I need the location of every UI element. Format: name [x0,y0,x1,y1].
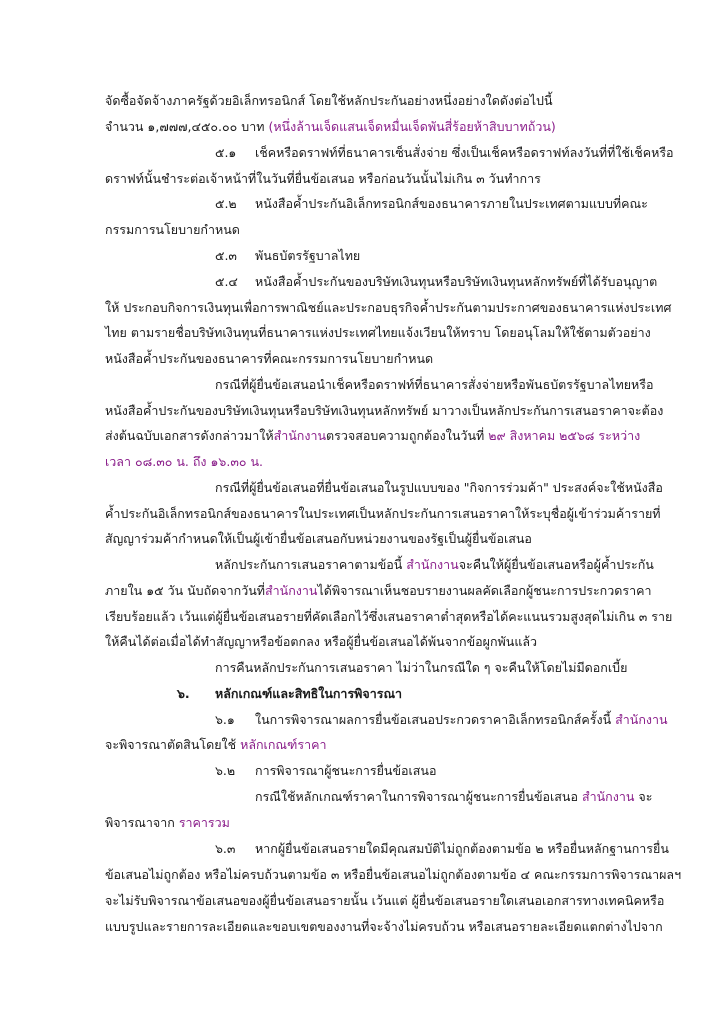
body-line [105,116,650,138]
criteria-text: หลักเกณฑ์ราคา [240,737,327,752]
agency-name: สำนักงาน [406,557,459,572]
body-line [105,297,672,319]
line-text: พิจารณาจาก [105,815,179,830]
body-line [105,916,663,938]
line-text: การคืนหลักประกันการเสนอราคา ไม่ว่าในกรณีใด ๆ จะคืนให้โดยไม่มีดอกเบี้ย [215,660,628,675]
line-text: พันธบัตรรัฐบาลไทย [255,248,361,263]
line-text: จะไม่รับพิจารณาข้อเสนอของผู้ยื่นข้อเสนอรายนั้น เว้นแต่ ผู้ยื่นข้อเสนอรายใดเสนอเอกสารทางเทคนิคหรือ [105,893,665,908]
line-text: กรณีที่ผู้ยื่นข้อเสนอที่ยื่นข้อเสนอในรูปแบบของ "กิจการร่วมค้า" ประสงค์จะใช้หนังสือ [215,480,663,495]
list-item-6-3 [215,838,669,860]
line-text: ให้คืนได้ต่อเมื่อได้ทำสัญญาหรือข้อตกลง หรือผู้ยื่นข้อเสนอได้พ้นจากข้อผูกพันแล้ว [105,634,538,649]
item-number: ๕.๑ [215,145,237,160]
paragraph-start [215,554,654,576]
line-text: ส่งต้นฉบับเอกสารดังกล่าวมาให้ [105,428,274,443]
line-text: ไทย ตามรายชื่อบริษัทเงินทุนที่ธนาคารแห่งประเทศไทยแจ้งเวียนให้ทราบ โดยอนุโลมให้ใช้ตามตัวอย่าง [105,325,651,340]
line-text: กรณีที่ผู้ยื่นข้อเสนอนำเช็คหรือดราฟท์ที่ธนาคารสั่งจ่ายหรือพันธบัตรรัฐบาลไทยหรือ [215,377,654,392]
section-heading-6 [177,683,650,705]
paragraph-start [215,657,650,679]
line-text: แบบรูปและรายการละเอียดและขอบเขตของงานที่จะจ้างไม่ครบถ้วน หรือเสนอรายละเอียดแตกต่างไปจาก [105,919,663,934]
line-text: กรรมการนโยบายกำหนด [105,222,240,237]
sub-paragraph [255,786,653,808]
list-item-5-2 [215,193,650,215]
item-number: ๕.๓ [215,248,237,263]
list-item-5-4 [215,271,658,293]
line-text: จะ [634,789,653,804]
line-text: หนังสือค้ำประกันของบริษัทเงินทุนหรือบริษัทเงินทุนหลักทรัพย์ มาวางเป็นหลักประกันการเสนอราคาจะต้อง [105,403,664,418]
line-text: สัญญาร่วมค้ากำหนดให้เป็นผู้เข้ายื่นข้อเสนอกับหน่วยงานของรัฐเป็นผู้ยื่นข้อเสนอ [105,531,532,546]
body-line [105,219,650,241]
line-text: การพิจารณาผู้ชนะการยื่นข้อเสนอ [255,763,437,778]
body-line [105,890,665,912]
item-number: ๖.๑ [215,712,235,727]
body-line [105,580,650,602]
agency-name: สำนักงาน [615,712,668,727]
criteria-text: ราคารวม [178,815,230,830]
line-text: หนังสือค้ำประกันอิเล็กทรอนิกส์ของธนาคารภายในประเทศตามแบบที่คณะ [255,196,648,211]
line-text: ค้ำประกันอิเล็กทรอนิกส์ของธนาคารในประเทศเป็นหลักประกันการเสนอราคาให้ระบุชื่อผู้เข้าร่วมค้ารายที่ [105,506,661,521]
list-item-6-1 [215,709,668,731]
body-line [105,168,650,190]
date-text: ๒๙ สิงหาคม ๒๕๖๘ ระหว่าง [488,428,641,443]
agency-name: สำนักงาน [581,789,635,804]
item-number: ๖.๓ [215,841,236,856]
item-number: ๕.๒ [215,196,237,211]
line-text: จะคืนให้ผู้ยื่นข้อเสนอหรือผู้ค้ำประกัน [458,557,654,572]
list-item-5-3 [215,245,650,267]
list-item-5-1 [215,142,674,164]
body-line [105,734,650,756]
body-line [105,631,650,653]
line-text: ได้พิจารณาเห็นชอบรายงานผลคัดเลือกผู้ชนะการประกวดราคา [317,583,652,598]
body-line [105,864,682,886]
line-text: หนังสือค้ำประกันของบริษัทเงินทุนหรือบริษัทเงินทุนหลักทรัพย์ที่ได้รับอนุญาต [255,274,658,289]
agency-name: สำนักงาน [273,428,327,443]
line-text: ดราฟท์นั้นชำระต่อเจ้าหน้าที่ในวันที่ยื่นข้อเสนอ หรือก่อนวันนั้นไม่เกิน ๓ วันทำการ [105,171,541,186]
body-line [105,348,650,370]
line-text: ข้อเสนอไม่ถูกต้อง หรือไม่ครบถ้วนตามข้อ ๓ หรือยื่นข้อเสนอไม่ถูกต้องตามข้อ ๔ คณะกรรมการพิจารณาผลฯ [105,867,682,882]
time-text: เวลา ๐๘.๓๐ น. ถึง ๑๖.๓๐ น. [105,454,263,469]
body-line [105,400,664,422]
body-line [105,451,650,473]
line-text: เช็คหรือดราฟท์ที่ธนาคารเซ็นสั่งจ่าย ซึ่งเป็นเช็คหรือดราฟท์ลงวันที่ที่ใช้เช็คหรือ [255,145,674,160]
line-text: ในการพิจารณาผลการยื่นข้อเสนอประกวดราคาอิเล็กทรอนิกส์ครั้งนี้ [255,712,616,727]
body-line [105,503,661,525]
amount-in-words: (หนึ่งล้านเจ็ดแสนเจ็ดหมื่นเจ็ดพันสี่ร้อยห้าสิบบาทถ้วน) [268,119,556,134]
line-text: จะพิจารณาตัดสินโดยใช้ [105,737,241,752]
line-text: หลักประกันการเสนอราคาตามข้อนี้ [215,557,407,572]
line-text: จำนวน ๑,๗๗๗,๔๕๐.๐๐ บาท [105,119,269,134]
body-line [105,90,650,112]
item-number: ๕.๔ [215,274,238,289]
line-text: หนังสือค้ำประกันของธนาคารที่คณะกรรมการนโยบายกำหนด [105,351,434,366]
body-line [105,812,650,834]
line-text: เรียบร้อยแล้ว เว้นแต่ผู้ยื่นข้อเสนอรายที่คัดเลือกไว้ซึ่งเสนอราคาต่ำสุดหรือได้คะแนนรวมสูงสุดไม่เกิน ๓ ราย [105,609,673,624]
line-text: ให้ ประกอบกิจการเงินทุนเพื่อการพาณิชย์และประกอบธุรกิจค้ำประกันตามประกาศของธนาคารแห่งประเทศ [105,300,672,315]
line-text: จัดซื้อจัดจ้างภาครัฐด้วยอิเล็กทรอนิกส์ โดยใช้หลักประกันอย่างหนึ่งอย่างใดดังต่อไปนี้ [105,93,553,108]
line-text: หากผู้ยื่นข้อเสนอรายใดมีคุณสมบัติไม่ถูกต้องตามข้อ ๒ หรือยื่นหลักฐานการยื่น [255,841,669,856]
line-text: กรณีใช้หลักเกณฑ์ราคาในการพิจารณาผู้ชนะการยื่นข้อเสนอ [255,789,582,804]
body-line [105,425,650,447]
body-line [105,606,673,628]
section-title: หลักเกณฑ์และสิทธิในการพิจารณา [215,686,403,701]
list-item-6-2 [215,760,650,782]
line-text: ตรวจสอบความถูกต้องในวันที่ [326,428,489,443]
line-text: ภายใน ๑๕ วัน นับถัดจากวันที่ [105,583,265,598]
body-line [105,528,650,550]
agency-name: สำนักงาน [265,583,318,598]
body-line [105,322,650,344]
item-number: ๖.๒ [215,763,236,778]
paragraph-start [215,374,654,396]
paragraph-start [215,477,663,499]
section-number: ๖. [177,686,190,701]
